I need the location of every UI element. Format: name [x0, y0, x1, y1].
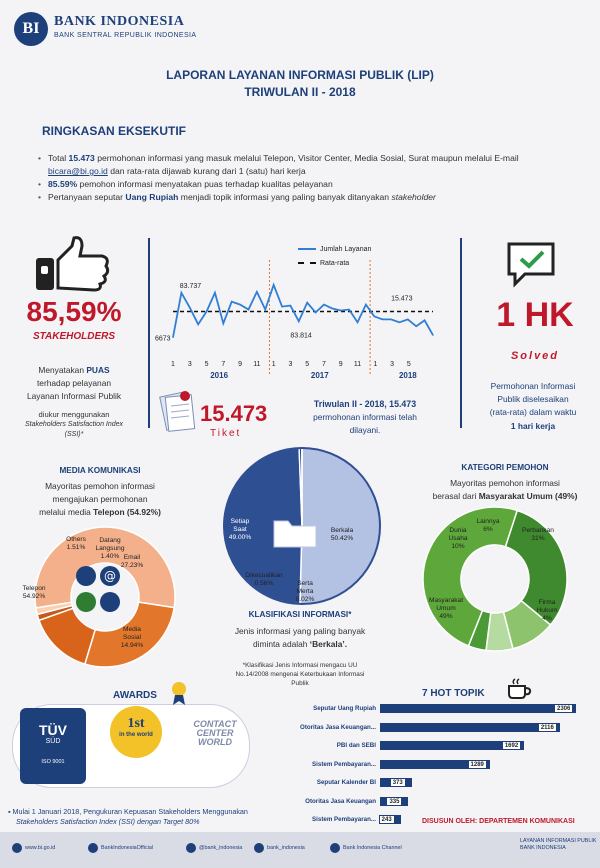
ticket-note-3: dilayani. — [349, 425, 381, 435]
legend-rata: Rata-rata — [298, 260, 349, 267]
year-label: 2016 — [210, 371, 229, 380]
media-heading: MEDIA KOMUNIKASI — [59, 466, 141, 475]
youtube-icon — [330, 843, 340, 853]
data-point — [332, 308, 333, 309]
ticket-note-1: Triwulan II - 2018, 15.473 — [313, 399, 417, 409]
bank-subtitle: BANK SENTRAL REPUBLIK INDONESIA — [54, 32, 197, 39]
media-lbl-telepon: Telepon 54.92% — [22, 585, 46, 600]
media-lbl-datang: Datang Langsung 1.40% — [95, 537, 125, 560]
data-point — [206, 311, 207, 312]
kategori-desc-2: berasal dari Masyarakat Umum (49%) — [432, 491, 578, 501]
kat-lbl-perb: Perbankan 31% — [522, 527, 554, 542]
data-point — [298, 321, 299, 322]
data-point — [315, 312, 316, 313]
klas-lbl-dikec: Dikecualikan 0.56% — [245, 572, 283, 587]
hot-topic-value: 1692 — [502, 741, 521, 750]
klasifikasi-heading: KLASIFIKASI INFORMASI* — [248, 610, 352, 619]
year-label: 2018 — [398, 371, 417, 380]
awards-heading: AWARDS — [113, 690, 157, 701]
data-point — [265, 309, 266, 310]
hot-topic-label: Seputar Uang Rupiah — [313, 705, 376, 712]
x-tick: 5 — [305, 361, 310, 368]
satisfaction-measured: diukur menggunakan — [38, 410, 110, 419]
hot-topic-value: 2116 — [538, 723, 557, 732]
data-point — [390, 319, 391, 320]
legend-jumlah: Jumlah Layanan — [298, 246, 371, 253]
thumbs-up-icon — [32, 236, 112, 292]
hot-topic-bar — [380, 723, 560, 732]
hot-topic-label: Sistem Pembayaran... — [312, 760, 376, 768]
klas-lbl-berkala: Berkala 50.42% — [330, 527, 354, 542]
divider-left — [148, 238, 150, 428]
klas-lbl-serta: Serta Merta 0.02% — [295, 580, 315, 603]
data-point — [357, 322, 358, 323]
data-point — [349, 309, 350, 310]
label-end: 15.473 — [391, 295, 413, 303]
satisfaction-desc-3: Layanan Informasi Publik — [26, 391, 122, 401]
klas-note-1: *Klasifikasi Jenis Informasi mengacu UU — [242, 662, 358, 669]
x-tick: 3 — [288, 361, 293, 368]
hot-topic-label: PBI dan SEBI — [336, 742, 376, 749]
ticket-count: 15.473 — [200, 401, 268, 426]
x-tick: 7 — [322, 361, 326, 368]
satisfaction-desc-2: terhadap pelayanan — [36, 378, 112, 388]
bi-logo: BI — [14, 12, 48, 46]
media-lbl-email: Email 27.23% — [120, 554, 144, 569]
data-point — [239, 304, 240, 305]
satisfaction-measured-index: Stakeholders Satisfaction Index — [24, 421, 124, 428]
media-lbl-medsos: Media Sosial 14.94% — [120, 626, 144, 649]
footer-web[interactable]: www.bi.go.id — [12, 843, 55, 853]
x-tick: 9 — [238, 361, 243, 368]
globe-icon — [12, 843, 22, 853]
kat-lbl-masy: Masyarakat Umum 49% — [428, 597, 464, 620]
data-point — [172, 337, 173, 338]
email-link[interactable]: bicara@bi.go.id — [48, 166, 108, 176]
data-point — [382, 319, 383, 320]
data-point — [432, 335, 433, 336]
response-desc-1: Permohonan Informasi — [490, 381, 576, 391]
data-point — [181, 292, 182, 293]
svg-text:@: @ — [104, 569, 116, 583]
data-point — [248, 309, 249, 310]
ssi-note-1: ▪ Mulai 1 Januari 2018, Pengukuran Kepuasan Stakeholders Menggunakan — [8, 807, 248, 816]
summary-heading: RINGKASAN EKSEKUTIF — [42, 124, 187, 138]
x-tick: 1 — [373, 361, 378, 368]
media-desc-3: melalui media Telepon (54.92%) — [39, 507, 161, 517]
hot-topic-label: Sistem Pembayaran... — [312, 816, 376, 823]
divider-right — [460, 238, 462, 428]
ssi-note-2: Stakeholders Satisfaction Index (SSI) dengan Target 80% — [16, 817, 200, 826]
x-tick: 5 — [204, 361, 209, 368]
facebook-icon — [254, 843, 264, 853]
data-point — [307, 302, 308, 303]
data-point — [407, 319, 408, 320]
report-period: TRIWULAN II - 2018 — [244, 85, 356, 99]
solved-label: Solved — [510, 350, 560, 362]
ticket-label: Tiket — [210, 428, 242, 439]
media-desc-1: Mayoritas pemohon informasi — [45, 481, 155, 491]
data-point — [273, 284, 274, 285]
x-tick: 11 — [353, 361, 362, 368]
kategori-desc-1: Mayoritas pemohon informasi — [450, 478, 560, 488]
label-low: 83.814 — [290, 332, 312, 340]
ticket-note-2: permohonan informasi telah — [313, 412, 417, 422]
chat-check-icon — [505, 240, 557, 288]
report-title: LAPORAN LAYANAN INFORMASI PUBLIK (LIP) — [166, 68, 434, 82]
tuv-badge: TÜV SÜD ISO 9001 — [20, 708, 86, 784]
hot-topic-value: 243 — [379, 815, 395, 824]
footer-facebook[interactable]: bank_indonesia — [254, 843, 305, 853]
stakeholders-label: STAKEHOLDERS — [32, 331, 116, 342]
data-point — [223, 323, 224, 324]
kat-lbl-firma: Firma Hukum 4% — [536, 599, 558, 622]
data-point — [424, 320, 425, 321]
satisfaction-measured-ssi: (SSI)* — [64, 431, 84, 438]
data-point — [214, 292, 215, 293]
media-icons — [66, 562, 142, 622]
response-desc-3: (rata-rata) dalam waktu — [489, 407, 577, 417]
data-point — [231, 301, 232, 302]
summary-bullet-3: • Pertanyaan seputar Uang Rupiah menjadi topik informasi yang paling banyak ditanyakan stakeholder — [48, 191, 568, 204]
hot-topic-label: Otoritas Jasa Keuangan — [305, 797, 376, 805]
compiled-by: DISUSUN OLEH: DEPARTEMEN KOMUNIKASI — [422, 818, 575, 825]
hot-topic-label: Otoritas Jasa Keuangan... — [300, 723, 376, 731]
data-point — [416, 326, 417, 327]
footer-youtube[interactable]: Bank Indonesia Channel — [330, 843, 402, 853]
ticket-document-icon — [157, 388, 197, 434]
kat-lbl-lain: Lainnya 6% — [476, 518, 500, 533]
x-tick: 11 — [253, 361, 261, 368]
kat-lbl-dunia: Dunia Usaha 10% — [448, 527, 468, 550]
data-point — [290, 305, 291, 306]
x-tick: 3 — [390, 361, 395, 368]
hot-topic-label: Seputar Kalender BI — [316, 779, 376, 786]
ccw-logo: CONTACT CENTER WORLD — [193, 719, 237, 747]
data-point — [340, 310, 341, 311]
satisfaction-percent: 85,59% — [26, 296, 122, 327]
data-point — [323, 304, 324, 305]
kategori-heading: KATEGORI PEMOHON — [461, 463, 549, 472]
media-lbl-others: Others 1.51% — [66, 536, 86, 551]
medal-ribbon-icon — [170, 681, 188, 707]
x-tick: 5 — [406, 361, 411, 368]
label-peak: 83.737 — [179, 282, 202, 290]
summary-bullet-1: • Total 15.473 permohonan informasi yang masuk melalui Telepon, Visitor Center, Media Sosial, Surat maupun melalui E-mail bicara@bi.go.id dan rata-rata dijawab kurang dari 1 (satu) hari kerja — [48, 152, 568, 178]
hot-topic-value: 335 — [386, 797, 402, 806]
hot-heading: 7 HOT TOPIK — [422, 688, 485, 699]
first-in-world-medal: 1st in the world — [110, 706, 162, 758]
data-point — [365, 304, 366, 305]
media-desc-2: mengajukan permohonan — [52, 494, 148, 504]
x-tick: 3 — [187, 361, 192, 368]
klas-note-2: No.14/2008 mengenai Keterbukaan Informasi — [235, 671, 365, 678]
label-start: 6673 — [155, 335, 171, 343]
folder-icon — [272, 513, 318, 549]
x-tick: 9 — [338, 361, 343, 368]
hot-topic-bar — [380, 704, 576, 713]
hot-topic-value: 2306 — [554, 704, 573, 713]
response-time: 1 HK — [496, 296, 574, 334]
data-point — [281, 306, 282, 307]
klas-lbl-setiap: Setiap Saat 49.00% — [228, 518, 252, 541]
response-desc-2: Publik diselesaikan — [497, 394, 569, 404]
footer-instagram[interactable]: BankIndonesiaOfficial — [88, 843, 153, 853]
hot-topic-value: 1289 — [468, 760, 487, 769]
coffee-cup-icon — [506, 678, 532, 700]
twitter-icon — [186, 843, 196, 853]
instagram-icon — [88, 843, 98, 853]
klas-note-3: Publik — [291, 680, 309, 687]
hot-topic-value: 373 — [390, 778, 406, 787]
x-tick: 1 — [271, 361, 276, 368]
data-point — [198, 324, 199, 325]
footer-brand: LAYANAN INFORMASI PUBLIK BANK INDONESIA — [520, 838, 597, 851]
x-tick: 1 — [171, 361, 175, 368]
klas-desc-1: Jenis informasi yang paling banyak — [234, 626, 366, 636]
data-point — [256, 291, 257, 292]
klas-desc-2: diminta adalah ‘Berkala’. — [252, 639, 348, 649]
response-desc-4: 1 hari kerja — [510, 421, 556, 431]
data-point — [399, 322, 400, 323]
footer-twitter[interactable]: @bank_indonesia — [186, 843, 242, 853]
data-point — [374, 316, 375, 317]
summary-bullet-2: • 85.59% pemohon informasi menyatakan puas terhadap kualitas pelayanan — [48, 178, 568, 191]
x-tick: 7 — [221, 361, 226, 368]
satisfaction-desc-1: Menyatakan PUAS — [38, 365, 110, 375]
bank-name: BANK INDONESIA — [54, 14, 185, 29]
data-point — [189, 307, 190, 308]
header — [0, 0, 600, 60]
year-label: 2017 — [310, 371, 329, 380]
